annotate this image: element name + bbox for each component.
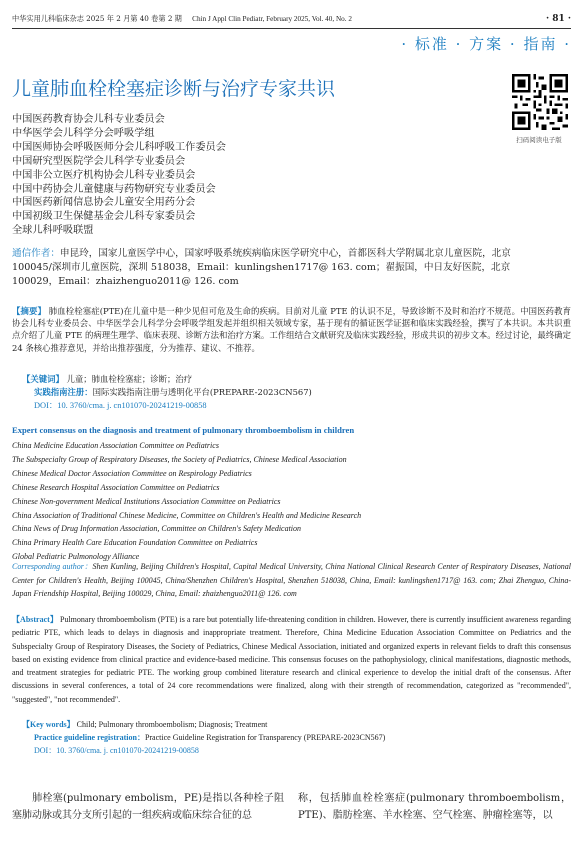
registration-text-en: Practice Guideline Registration for Transparency (PREPARE-2023CN567) [144,733,386,742]
journal-name-cn: 中华实用儿科临床杂志 2025 年 2 月第 40 卷第 2 期 [12,14,182,23]
abstract-label-en: 【Abstract】 [12,615,58,624]
page-number: · 81 · [545,14,571,24]
corresponding-author-cn [12,247,532,290]
org-item-en: China News of Drug Information Association, Committee on Children's Safety Medication [12,524,302,534]
org-item: 中国非公立医疗机构协会儿科专业委员会 [12,169,196,181]
org-item-en: Chinese Non-government Medical Institutions Association Committee on Pediatrics [12,496,281,506]
keywords-label-en: 【Key words】 [22,720,75,729]
corresponding-author-text-en: Shen Kunling, Beijing Children's Hospital, Capital Medical University, China National Clinical Research Center of Respiratory Diseases, National Center for Children's Health, Beijing 100045, China/Shenzhen Children's Hospital, Shenzhen 518038, China, Email: kunlingshen1717@ 163. com; Zhai Zhenguo, China-Japan Friendship Hospital, Beijing 100029, China, Email: zhaizhenguo2011@ 126. com [12,562,571,599]
org-item-en: The Subspecialty Group of Respiratory Diseases, the Society of Pediatrics, Chinese Medical Association [12,454,347,464]
running-header [12,12,571,26]
abstract-label: 【摘要】 [12,306,46,316]
registration-label: 实践指南注册： [34,387,93,397]
registration-en [34,732,385,743]
org-item: 中国研究型医院学会儿科学专业委员会 [12,155,186,167]
abstract-text: 肺血栓栓塞症(PTE)在儿童中是一种少见但可危及生命的疾病。目前对儿童 PTE 的认识不足，导致诊断不及时和治疗不规范。中国医药教育协会儿科专业委员会、中华医学会儿科学分会呼吸学组发起并组织相关领域专家，基于现有的循证医学证据和临床实践经验，撰写了本共识。本共识重点介绍了儿童 PTE 的病理生理学、临床表现、诊断方法和治疗方案。工作组结合文献研究及临床实践经验，形成共识的初步文本。经过讨论，最终确定 24 条核心推荐意见，并给出推荐强度，分为推荐、建议、不推荐。 [12,306,571,353]
corresponding-author-en [12,560,571,601]
qr-code-icon[interactable] [512,74,568,130]
author-organizations-cn [12,113,492,238]
title-en: Expert consensus on the diagnosis and treatment of pulmonary thromboembolism in children [12,425,355,435]
org-item-en: Global Pediatric Pulmonology Alliance [12,552,140,562]
page-title: 儿童肺血栓栓塞症诊断与治疗专家共识 [12,78,336,100]
header-divider [12,28,571,29]
author-organizations-en [12,439,571,564]
org-item: 中国医药教育协会儿科专业委员会 [12,114,165,125]
org-item-en: Chinese Research Hospital Association Committee on Pediatrics [12,482,220,492]
abstract-text-en: Pulmonary thromboembolism (PTE) is a rare but potentially life-threatening condition in children. However, there is currently insufficient awareness regarding pediatric PTE, which leads to delays in diagnosis and inappropriate treatment. Therefore, China Medicine Education Association Committee on Pediatrics and the Subspecialty Group of Respiratory Diseases, the Society of Pediatrics, Chinese Medical Association, initiated and organized experts in relevant fields to draft this consensus based on existing evidence from clinical practice and evidence-based medicine. This consensus focuses on the pathophysiology, clinical manifestations, diagnostic methods, and treatment strategies for pediatric PTE. The working group combined literature research and clinical experience to develop the initial draft of the consensus. After discussions in several conferences, a total of 24 core recommendations were finalized, along with their strength of recommendation, categorized as "recommended", "suggested", "not recommended". [12,615,571,704]
corresponding-author-label-en: Corresponding author： [12,562,93,571]
corresponding-author-label: 通信作者： [12,248,60,259]
org-item: 中国医药新闻信息协会儿童安全用药分会 [12,197,196,209]
registration-cn [34,386,312,398]
keywords-text: 儿童；肺血栓栓塞症；诊断；治疗 [66,374,193,384]
org-item: 中国初级卫生保健基金会儿科专家委员会 [12,211,196,223]
doi-link-en[interactable]: DOI：10. 3760/cma. j. cn101070-20241219-00858 [34,746,199,755]
org-item-en: China Primary Health Care Education Foundation Committee on Pediatrics [12,538,258,548]
org-item-en: Chinese Medical Doctor Association Committee on Respirology Pediatrics [12,468,252,478]
keywords-label: 【关键词】 [22,374,64,384]
body-text-left: 肺栓塞(pulmonary embolism，PE)是指以各种栓子阻塞肺动脉或其分支所引起的一组疾病或临床综合征的总 [12,793,284,821]
registration-label-en: Practice guideline registration： [34,733,145,742]
keywords-en [22,719,267,730]
abstract-cn [12,305,571,354]
qr-caption: 扫码阅读电子版 [516,136,562,144]
keywords-cn [22,373,192,385]
body-column-left [12,790,284,824]
journal-name-en: Chin J Appl Clin Pediatr, February 2025, Vol. 40, No. 2 [192,15,352,23]
org-item: 全球儿科呼吸联盟 [12,225,94,237]
registration-text: 国际实践指南注册与透明化平台(PREPARE-2023CN567) [92,387,312,397]
keywords-text-en: Child; Pulmonary thromboembolism; Diagnosis; Treatment [76,720,268,729]
org-item-en: China Medicine Education Association Committee on Pediatrics [12,441,219,450]
body-column-right: 称，包括肺血栓栓塞症(pulmonary thromboembolism，PTE)、脂肪栓塞、羊水栓塞、空气栓塞、肿瘤栓塞等，以 [298,793,571,821]
doi-link-cn[interactable]: DOI：10. 3760/cma. j. cn101070-20241219-00858 [34,401,207,410]
abstract-en [12,613,571,706]
org-item-en: China Association of Traditional Chinese Medicine, Committee on Children's Health and Medicine Research [12,510,362,520]
section-band: · 标准 · 方案 · 指南 · [401,35,571,53]
corresponding-author-text: 申昆玲，国家儿童医学中心，国家呼吸系统疾病临床医学研究中心，首都医科大学附属北京儿童医院，北京 100045/深圳市儿童医院，深圳 518038，Email：kunlingshen1717@ 163. com；翟振国，中日友好医院，北京 100029，Email：zhaizhenguo2011@ 126. com [12,248,511,288]
org-item: 中国中药协会儿童健康与药物研究专业委员会 [12,183,216,195]
org-item: 中华医学会儿科学分会呼吸学组 [12,127,155,139]
org-item: 中国医师协会呼吸医师分会儿科呼吸工作委员会 [12,141,226,153]
